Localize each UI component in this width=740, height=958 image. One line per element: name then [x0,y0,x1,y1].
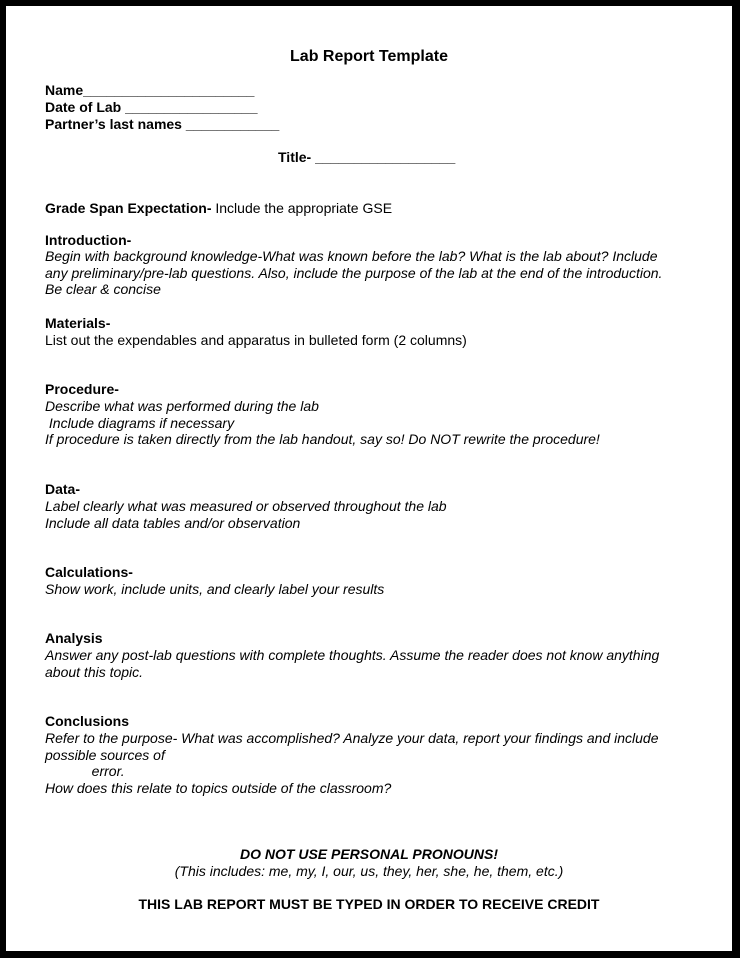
data-line: Include all data tables and/or observation [45,514,301,531]
gse-heading: Grade Span Expectation- [45,200,212,216]
partners-field: Partner’s last names ____________ [45,116,280,132]
introduction-line: Begin with background knowledge-What was known before the lab? What is the lab about? Include [45,248,658,264]
introduction-heading: Introduction- [45,232,132,248]
materials-text [45,332,467,349]
conclusions-line: Refer to the purpose- What was accomplished? Analyze your data, report your findings and include [45,730,659,746]
conclusions-line: possible sources of [45,746,165,763]
procedure-line: Include diagrams if necessary [45,414,235,431]
pronoun-list: (This includes: me, my, I, our, us, they, her, she, he, them, etc.) [174,863,564,879]
procedure-heading: Procedure- [45,381,119,397]
name-field: Name______________________ [45,82,255,98]
document-page [6,6,732,951]
introduction-text [45,248,662,298]
materials-heading: Materials- [45,315,111,331]
calculations-heading: Calculations- [45,564,133,580]
calculations-line: Show work, include units, and clearly label your results [45,581,385,597]
conclusions-text [45,730,658,796]
date-of-lab-field: Date of Lab _________________ [45,99,258,115]
pronoun-warning: DO NOT USE PERSONAL PRONOUNS! [240,846,498,862]
analysis-line: about this topic. [45,663,144,680]
conclusions-line: error. [45,763,125,780]
procedure-line: Describe what was performed during the lab [45,398,319,414]
gse-text: Include the appropriate GSE [211,200,393,216]
materials-line: List out the expendables and apparatus in bulleted form (2 columns) [45,332,467,348]
introduction-line: any preliminary/pre-lab questions. Also, include the purpose of the lab at the end of the introduction. [45,264,663,281]
analysis-heading: Analysis [45,630,103,646]
introduction-line: Be clear & concise [45,281,161,298]
data-heading: Data- [45,481,81,497]
conclusions-heading: Conclusions [45,713,130,729]
data-text [45,498,447,531]
procedure-line: If procedure is taken directly from the lab handout, say so! Do NOT rewrite the procedure! [45,431,600,448]
report-title-field: Title- __________________ [278,149,456,165]
data-line: Label clearly what was measured or observed throughout the lab [45,498,447,514]
conclusions-line: How does this relate to topics outside of the classroom? [45,779,392,796]
analysis-text [45,647,659,680]
calculations-text [45,581,384,598]
gse-section [45,200,392,217]
typed-requirement: THIS LAB REPORT MUST BE TYPED IN ORDER TO RECEIVE CREDIT [138,896,600,912]
document-title: Lab Report Template [290,48,448,65]
procedure-text [45,398,600,448]
analysis-line: Answer any post-lab questions with complete thoughts. Assume the reader does not know anything [45,647,660,663]
